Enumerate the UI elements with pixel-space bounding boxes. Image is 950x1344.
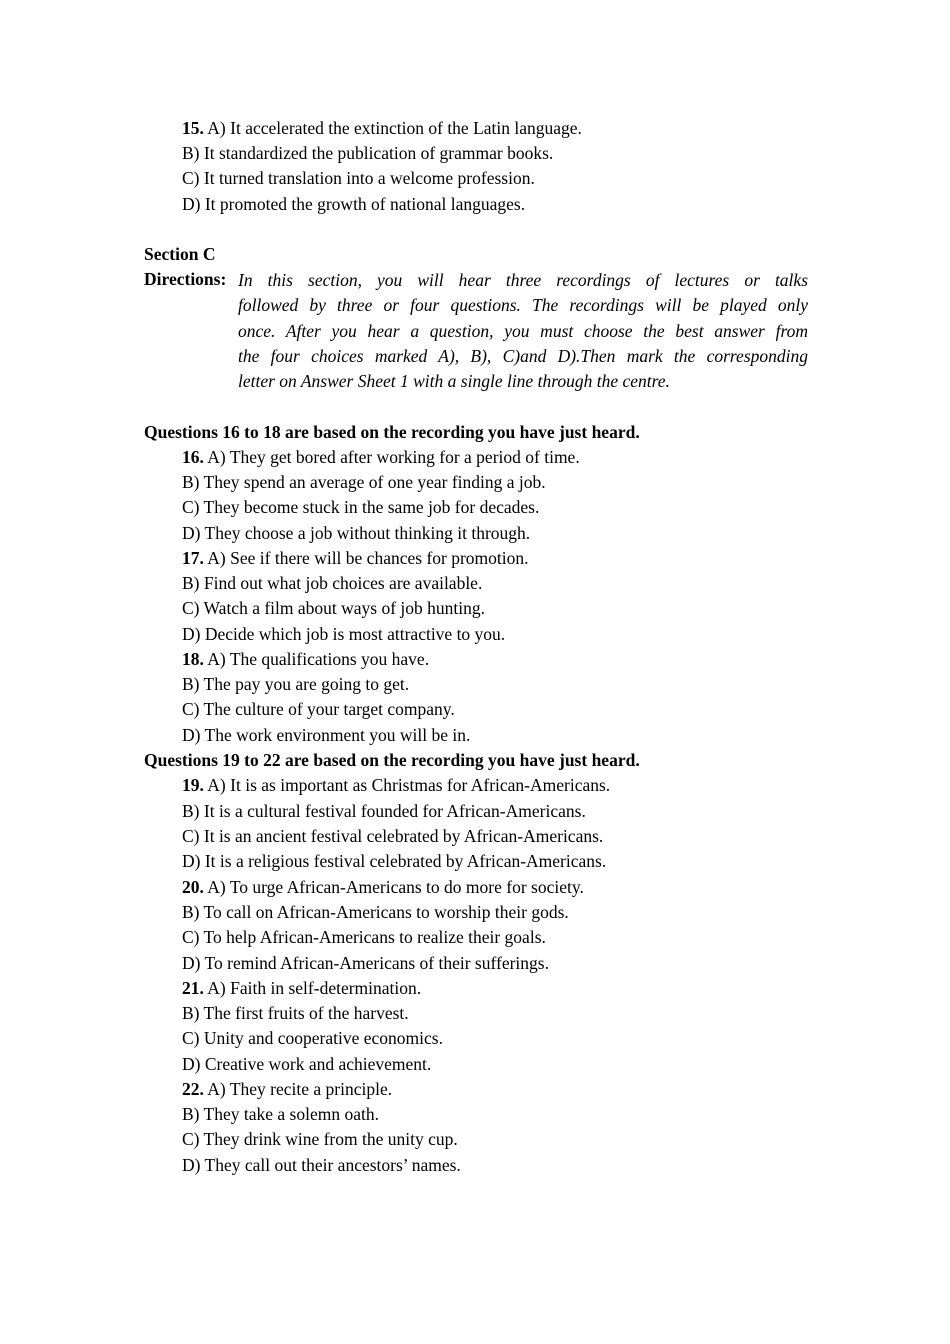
q16-option-c: C) They become stuck in the same job for decades.: [182, 497, 540, 517]
q21-option-d: D) Creative work and achievement.: [182, 1054, 432, 1074]
q15-option-a: 15. A) It accelerated the extinction of the Latin language.: [182, 118, 582, 138]
q18-option-c: C) The culture of your target company.: [182, 699, 455, 719]
q17-option-a: 17. A) See if there will be chances for promotion.: [182, 548, 529, 568]
q20-option-b: B) To call on African-Americans to worship their gods.: [182, 902, 569, 922]
q18-option-b: B) The pay you are going to get.: [182, 674, 410, 694]
q22-option-b: B) They take a solemn oath.: [182, 1104, 379, 1124]
q19-option-b: B) It is a cultural festival founded for African-Americans.: [182, 801, 586, 821]
q22-option-c: C) They drink wine from the unity cup.: [182, 1129, 458, 1149]
q17-option-c: C) Watch a film about ways of job hunting.: [182, 598, 486, 618]
directions-label: Directions:: [144, 269, 227, 289]
q19-option-d: D) It is a religious festival celebrated by African-Americans.: [182, 851, 607, 871]
q21-option-b: B) The first fruits of the harvest.: [182, 1003, 409, 1023]
q19-option-c: C) It is an ancient festival celebrated by African-Americans.: [182, 826, 604, 846]
q19-number: 19.: [182, 775, 204, 795]
q16-option-d: D) They choose a job without thinking it through.: [182, 523, 531, 543]
q22-option-a: 22. A) They recite a principle.: [182, 1079, 393, 1099]
group1-heading: Questions 16 to 18 are based on the recording you have just heard.: [144, 422, 640, 442]
q20-number: 20.: [182, 877, 204, 897]
q17-option-b: B) Find out what job choices are available.: [182, 573, 483, 593]
q19-option-a: 19. A) It is as important as Christmas for African-Americans.: [182, 775, 611, 795]
directions-line: In this section, you will hear three recordings of lectures or talks: [238, 270, 808, 290]
q22-option-d: D) They call out their ancestors’ names.: [182, 1155, 461, 1175]
q18-option-d: D) The work environment you will be in.: [182, 725, 471, 745]
q17-option-d: D) Decide which job is most attractive to you.: [182, 624, 506, 644]
directions-line: followed by three or four questions. The recordings will be played only: [238, 295, 808, 316]
q16-option-b: B) They spend an average of one year finding a job.: [182, 472, 546, 492]
q18-number: 18.: [182, 649, 204, 669]
q20-option-d: D) To remind African-Americans of their sufferings.: [182, 953, 549, 973]
q15-option-d: D) It promoted the growth of national languages.: [182, 194, 526, 214]
q21-option-c: C) Unity and cooperative economics.: [182, 1028, 443, 1048]
q20-option-a: 20. A) To urge African-Americans to do more for society.: [182, 877, 584, 897]
q17-number: 17.: [182, 548, 204, 568]
group2-heading: Questions 19 to 22 are based on the recording you have just heard.: [144, 750, 640, 770]
q18-option-a: 18. A) The qualifications you have.: [182, 649, 430, 669]
q21-number: 21.: [182, 978, 204, 998]
q20-option-c: C) To help African-Americans to realize their goals.: [182, 927, 546, 947]
q16-number: 16.: [182, 447, 204, 467]
directions-line: once. After you hear a question, you must choose the best answer from: [238, 320, 808, 341]
q15-option-b: B) It standardized the publication of grammar books.: [182, 143, 554, 163]
directions-line: the four choices marked A), B), C)and D).Then mark the corresponding: [238, 345, 808, 366]
directions-line: letter on Answer Sheet 1 with a single line through the centre.: [238, 371, 670, 392]
q22-number: 22.: [182, 1079, 204, 1099]
section-title: Section C: [144, 244, 216, 264]
q21-option-a: 21. A) Faith in self-determination.: [182, 978, 422, 998]
q15-option-c: C) It turned translation into a welcome profession.: [182, 168, 535, 188]
q15-number: 15.: [182, 118, 204, 138]
q16-option-a: 16. A) They get bored after working for a period of time.: [182, 447, 580, 467]
directions-text: [238, 268, 808, 394]
